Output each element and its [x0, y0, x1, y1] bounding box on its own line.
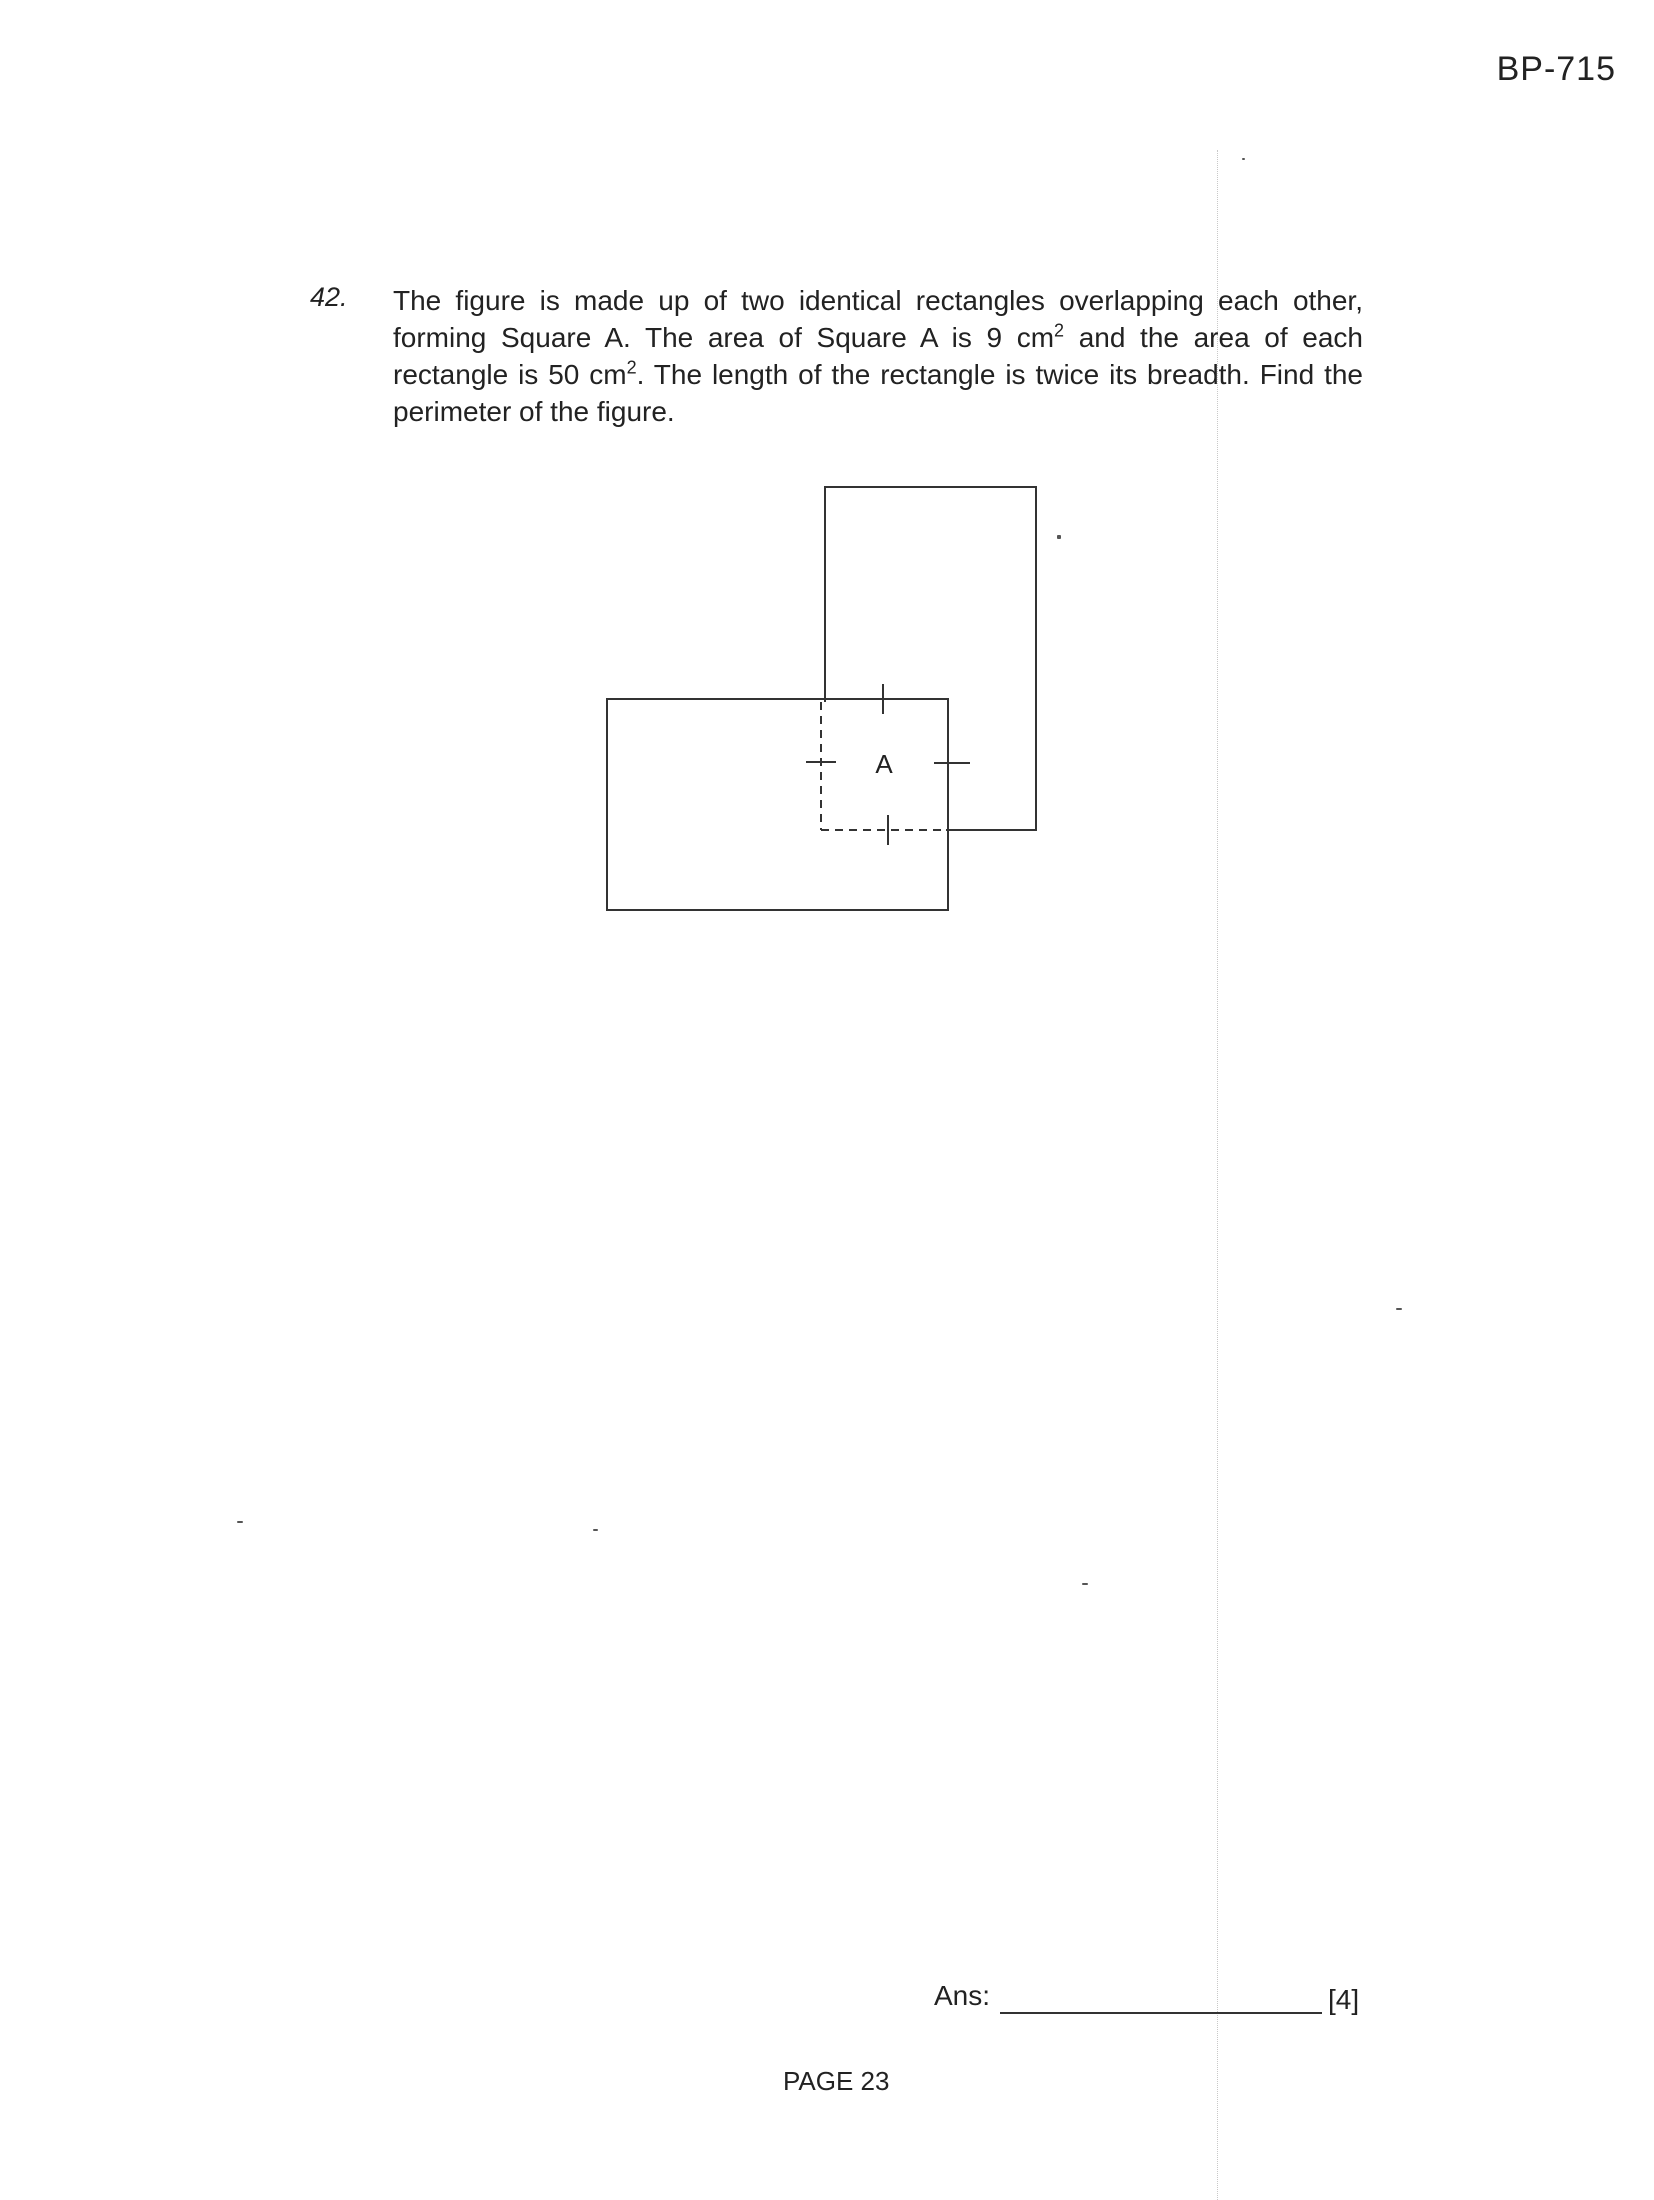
scan-speck	[237, 1521, 243, 1523]
scan-speck	[1057, 535, 1061, 539]
scan-speck	[1396, 1308, 1402, 1310]
scan-speck	[593, 1529, 598, 1531]
question-text-part-3: . The length of the rectangle is twice its breadth. Find the perimeter of the figure.	[393, 359, 1363, 427]
superscript-2: 2	[1054, 320, 1065, 341]
question-text-part-2: and the area of each rectangle is 50 cm	[393, 322, 1363, 390]
scan-speck	[1082, 1583, 1088, 1585]
answer-label: Ans:	[934, 1980, 991, 2011]
answer-blank-line[interactable]	[1000, 2012, 1322, 2014]
question-number: 42.	[310, 282, 348, 312]
horizontal-rectangle	[607, 699, 948, 910]
vertical-rectangle	[825, 487, 1036, 830]
paper-code: BP-715	[1496, 50, 1616, 88]
square-a-label: A	[875, 749, 893, 779]
superscript-2: 2	[626, 357, 637, 378]
scan-speck	[1242, 158, 1245, 160]
question-text-part-1: The figure is made up of two identical rectangles overlapping each other, forming Square A. The area of Square A is 9 cm	[393, 285, 1363, 353]
page-number: PAGE 23	[783, 2066, 890, 2096]
marks-indicator: [4]	[1328, 1984, 1360, 2015]
